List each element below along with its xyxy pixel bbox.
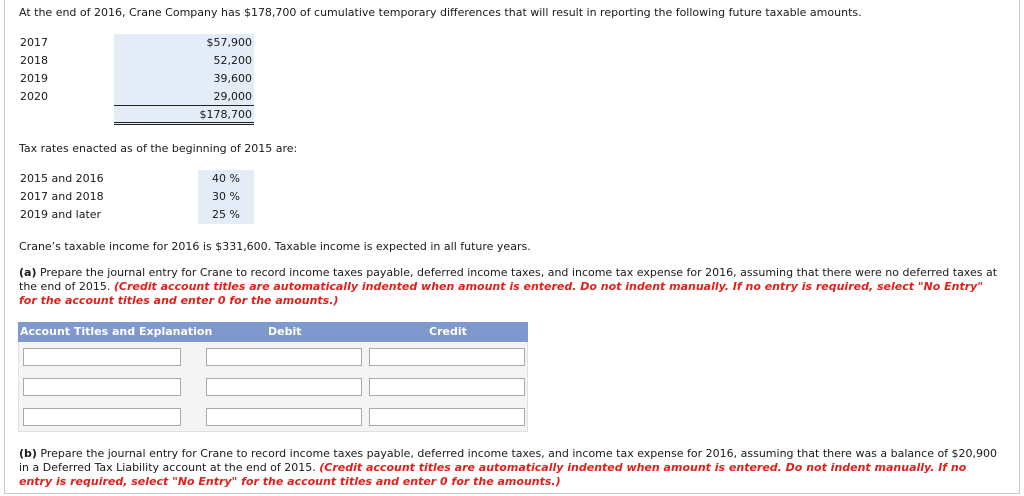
- header-account-titles: Account Titles and Explanation: [20, 325, 213, 338]
- rate-period: 2017 and 2018: [20, 190, 104, 203]
- part-a-mark: (a): [19, 266, 37, 279]
- amount-value: 52,200: [114, 52, 254, 70]
- part-a-question: [19, 266, 999, 308]
- credit-input[interactable]: [369, 408, 525, 426]
- amount-value: 29,000: [114, 88, 254, 106]
- intro-text: At the end of 2016, Crane Company has $178,700 of cumulative temporary differences that will result in reporting the following future taxable amounts.: [19, 6, 862, 19]
- journal-entry-table: [18, 322, 528, 432]
- rate-period: 2015 and 2016: [20, 172, 104, 185]
- rate-value: 40 %: [198, 170, 254, 188]
- journal-body: [18, 342, 528, 432]
- rates-label: Tax rates enacted as of the beginning of 2015 are:: [19, 142, 298, 155]
- part-b-mark: (b): [19, 447, 37, 460]
- amount-row: [18, 70, 256, 88]
- header-credit: Credit: [429, 325, 467, 338]
- amount-value: $57,900: [114, 34, 254, 52]
- debit-input[interactable]: [206, 348, 362, 366]
- rate-value: 30 %: [198, 188, 254, 206]
- part-b-instructions: (Credit account titles are automatically indented when amount is entered. Do not indent manually. If no entry is required, select "No Entry" for the account titles and enter 0 for the amounts.): [19, 461, 967, 488]
- future-amounts-table: [18, 34, 256, 124]
- header-debit: Debit: [268, 325, 302, 338]
- account-title-input[interactable]: [23, 408, 181, 426]
- debit-input[interactable]: [206, 378, 362, 396]
- amount-year: 2020: [20, 90, 48, 103]
- account-title-input[interactable]: [23, 348, 181, 366]
- journal-row: [19, 372, 529, 402]
- journal-header: [18, 322, 528, 342]
- part-b-text: Prepare the journal entry for Crane to record income taxes payable, deferred income taxes, and income tax expense for 2016, assuming that there was a balance of $20,900 in a Deferred Tax Liability account at the end of 2015.: [19, 447, 998, 474]
- amount-row: [18, 88, 256, 106]
- rate-row: [18, 188, 256, 206]
- part-b-question: [19, 447, 999, 489]
- amount-value: 39,600: [114, 70, 254, 88]
- amount-total-row: [18, 106, 256, 124]
- amount-year: 2017: [20, 36, 48, 49]
- rate-row: [18, 206, 256, 224]
- journal-row: [19, 342, 529, 372]
- taxable-income-text: Crane’s taxable income for 2016 is $331,600. Taxable income is expected in all future years.: [19, 240, 531, 253]
- part-a-text: Prepare the journal entry for Crane to record income taxes payable, deferred income taxes, and income tax expense for 2016, assuming that there were no deferred taxes at the end of 2015.: [19, 266, 998, 293]
- credit-input[interactable]: [369, 348, 525, 366]
- amount-year: 2019: [20, 72, 48, 85]
- journal-row: [19, 402, 529, 432]
- amount-year: 2018: [20, 54, 48, 67]
- amount-total: $178,700: [114, 106, 254, 125]
- part-a-instructions: (Credit account titles are automatically indented when amount is entered. Do not indent manually. If no entry is required, select "No Entry" for the account titles and enter 0 for the amounts.): [19, 280, 984, 307]
- amount-row: [18, 52, 256, 70]
- amount-row: [18, 34, 256, 52]
- credit-input[interactable]: [369, 378, 525, 396]
- account-title-input[interactable]: [23, 378, 181, 396]
- rate-value: 25 %: [198, 206, 254, 224]
- tax-rates-table: [18, 170, 256, 224]
- debit-input[interactable]: [206, 408, 362, 426]
- rate-row: [18, 170, 256, 188]
- rate-period: 2019 and later: [20, 208, 102, 221]
